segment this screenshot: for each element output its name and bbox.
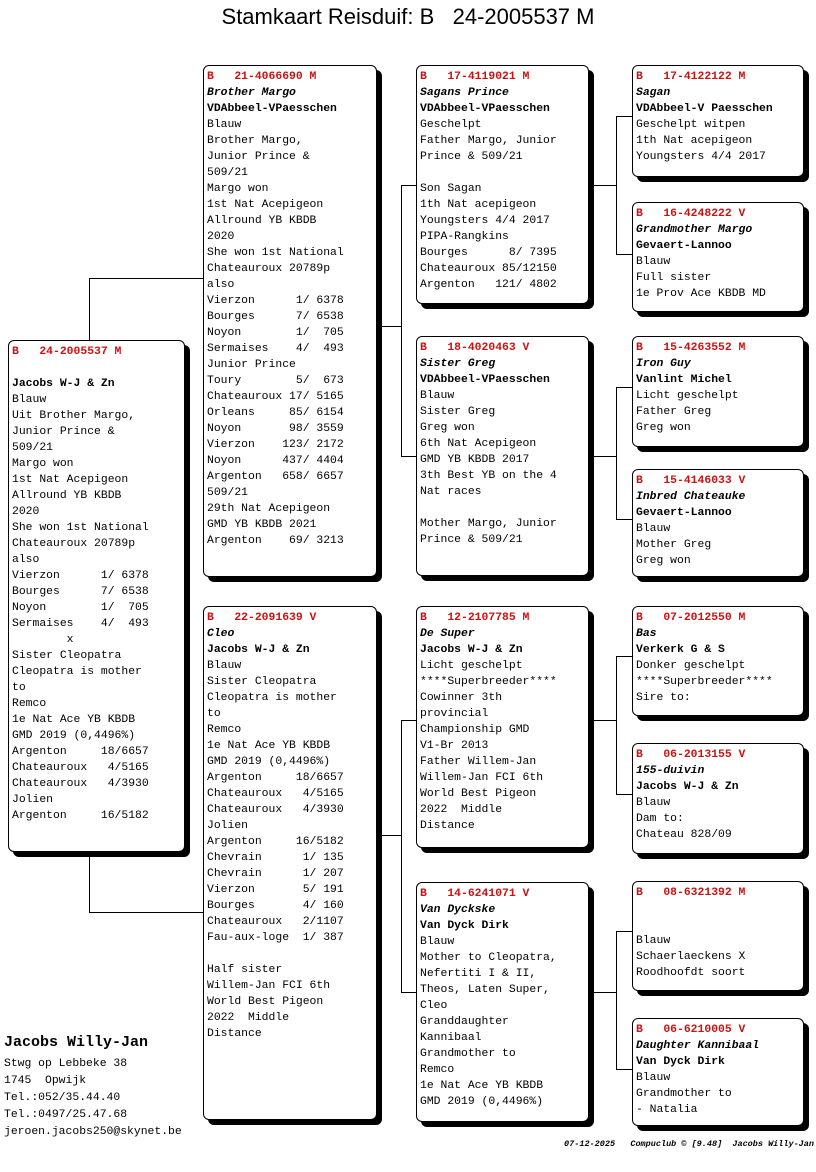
breeder-name: Van Dyck Dirk [636, 1056, 725, 1068]
info-line: 1th Nat acepigeon [420, 199, 537, 211]
info-line: Junior Prince & [12, 426, 115, 438]
connector-line [616, 116, 633, 117]
info-line: Blauw [636, 935, 671, 947]
breeder-name [636, 917, 803, 933]
info-line: Grandmother to [420, 1048, 516, 1060]
pigeon-card-dam [203, 606, 377, 1120]
info-line: 29th Nat Acepigeon [207, 503, 331, 515]
ring-number: B 06-2013155 V [636, 749, 746, 761]
info-line: She won 1st National [207, 247, 344, 259]
info-line: Willem-Jan FCI 6th [207, 980, 331, 992]
pigeon-card-dds [632, 881, 804, 991]
info-line: Mother Greg [636, 539, 712, 551]
info-line: Argenton 658/ 6657 [207, 471, 344, 483]
info-line [420, 165, 588, 181]
info-line: Argenton 69/ 3213 [207, 535, 344, 547]
info-line: Argenton 121/ 4802 [420, 279, 557, 291]
pigeon-card-dam-sire [416, 606, 589, 848]
info-line: Sermaises 4/ 493 [207, 343, 344, 355]
ring-number: B 16-4248222 V [636, 208, 746, 220]
pigeon-card-ssd [632, 202, 804, 312]
info-line: She won 1st National [12, 522, 149, 534]
info-line: Blauw [636, 523, 671, 535]
footer-text: 07-12-2025 Compuclub © [9.48] Jacobs Willy-Jan [564, 1139, 814, 1149]
info-line: Remco [420, 1064, 455, 1076]
info-line: Son Sagan [420, 183, 482, 195]
info-line: Prince & 509/21 [420, 151, 523, 163]
info-line: - Natalia [636, 1104, 698, 1116]
info-line: Geschelpt [420, 119, 482, 131]
info-line: 1st Nat Acepigeon [207, 199, 324, 211]
connector-line [616, 794, 633, 795]
info-line: Sister Cleopatra [12, 650, 122, 662]
info-line: Argenton 16/5182 [207, 836, 344, 848]
info-line: Geschelpt witpen [636, 119, 746, 131]
owner-address-line: 1745 Opwijk [4, 1075, 87, 1087]
info-line: 1e Prov Ace KBDB MD [636, 288, 766, 300]
owner-phone-line: Tel.:052/35.44.40 [4, 1092, 121, 1104]
info-line: Chateau 828/09 [636, 829, 732, 841]
ring-number: B 17-4122122 M [636, 71, 746, 83]
info-line: Blauw [636, 797, 671, 809]
info-line: 1th Nat acepigeon [636, 135, 753, 147]
info-line: Full sister [636, 272, 712, 284]
page-title: Stamkaart Reisduif: B 24-2005537 M [221, 4, 595, 29]
info-line: Chateauroux 20789p [12, 538, 136, 550]
breeder-name: Jacobs W-J & Zn [420, 644, 523, 656]
info-line: Bourges 7/ 6538 [207, 311, 344, 323]
pigeon-name: Iron Guy [636, 358, 691, 370]
connector-line [616, 656, 633, 657]
info-line: Chateauroux 4/3930 [207, 804, 344, 816]
info-line: Noyon 1/ 705 [12, 602, 149, 614]
connector-line [616, 387, 633, 388]
info-line: World Best Pigeon [420, 788, 537, 800]
info-line: Mother to Cleopatra, [420, 952, 557, 964]
breeder-name: Jacobs W-J & Zn [636, 781, 739, 793]
info-line: Donker geschelpt [636, 660, 746, 672]
info-line: 509/21 [207, 487, 249, 499]
pigeon-card-sire-dam [416, 336, 589, 576]
info-line: Noyon 1/ 705 [207, 327, 344, 339]
info-line: Remco [207, 724, 242, 736]
info-line: Half sister [207, 964, 283, 976]
pigeon-name [12, 360, 184, 376]
ring-number: B 22-2091639 V [207, 612, 317, 624]
info-line: Allround YB KBDB [12, 490, 122, 502]
ring-number: B 18-4020463 V [420, 342, 530, 354]
pigeon-name: 155-duivin [636, 765, 705, 777]
info-line: Sire to: [636, 692, 691, 704]
info-line: 1e Nat Ace YB KBDB [12, 714, 136, 726]
info-line: provincial [420, 708, 489, 720]
breeder-name: Vanlint Michel [636, 374, 732, 386]
ring-number: B 12-2107785 M [420, 612, 530, 624]
info-line: GMD YB KBDB 2017 [420, 454, 530, 466]
pigeon-card-dsd [632, 743, 804, 854]
info-line: Chateauroux 85/12150 [420, 263, 557, 275]
info-line: Chateauroux 4/5165 [12, 762, 149, 774]
info-line: Greg won [636, 422, 691, 434]
breeder-name: Jacobs W-J & Zn [12, 378, 115, 390]
info-line: Granddaughter [420, 1016, 509, 1028]
info-line: Greg won [420, 422, 475, 434]
info-line: Noyon 437/ 4404 [207, 455, 344, 467]
pigeon-name [636, 901, 803, 917]
info-line: Argenton 16/5182 [12, 810, 149, 822]
info-line: 2022 Middle [420, 804, 503, 816]
pigeon-card-sire-sire [416, 65, 589, 304]
connector-line [401, 720, 417, 721]
info-line: Licht geschelpt [636, 390, 739, 402]
info-line: Blauw [420, 936, 455, 948]
info-line: Vierzon 1/ 6378 [207, 295, 344, 307]
info-line: Distance [420, 820, 475, 832]
info-line: Father Margo, Junior [420, 135, 557, 147]
connector-line [401, 456, 417, 457]
pigeon-name: Daughter Kannibaal [636, 1040, 760, 1052]
info-line: GMD 2019 (0,4496%) [420, 1096, 544, 1108]
info-line: Margo won [207, 183, 269, 195]
ring-number: B 14-6241071 V [420, 888, 530, 900]
pigeon-name: Sagan [636, 87, 671, 99]
info-line: Chateauroux 4/5165 [207, 788, 344, 800]
info-line: Argenton 18/6657 [207, 772, 344, 784]
info-line: Father Willem-Jan [420, 756, 537, 768]
connector-line [593, 720, 616, 721]
info-line: 1e Nat Ace YB KBDB [420, 1080, 544, 1092]
info-line: Theos, Laten Super, [420, 984, 550, 996]
info-line: Fau-aux-loge 1/ 387 [207, 932, 344, 944]
info-line: Schaerlaeckens X [636, 951, 746, 963]
connector-line [401, 720, 402, 993]
info-line: 2022 Middle [207, 1012, 290, 1024]
connector-line [616, 931, 617, 1070]
info-line: 1st Nat Acepigeon [12, 474, 129, 486]
pigeon-name: De Super [420, 628, 475, 640]
info-line: Blauw [636, 1072, 671, 1084]
info-line: also [207, 279, 235, 291]
breeder-name: VDAbbeel-V Paesschen [636, 103, 773, 115]
info-line: Dam to: [636, 813, 684, 825]
pigeon-name: Grandmother Margo [636, 224, 753, 236]
pigeon-card-dss [632, 606, 804, 716]
info-line: Blauw [420, 390, 455, 402]
info-line: Cleopatra is mother [12, 666, 142, 678]
connector-line [401, 185, 402, 457]
info-line: to [12, 682, 26, 694]
owner-block [4, 1034, 182, 1141]
info-line: 2020 [12, 506, 40, 518]
breeder-name: VDAbbeel-VPaesschen [420, 374, 550, 386]
info-line: x [12, 634, 74, 646]
ring-number: B 17-4119021 M [420, 71, 530, 83]
ring-number: B 07-2012550 M [636, 612, 746, 624]
info-line: Bourges 4/ 160 [207, 900, 344, 912]
pigeon-card-sss [632, 65, 804, 177]
info-line: ****Superbreeder**** [636, 676, 773, 688]
info-line: Blauw [207, 660, 242, 672]
info-line: V1-Br 2013 [420, 740, 489, 752]
info-line: also [12, 554, 40, 566]
info-line: Nefertiti I & II, [420, 968, 537, 980]
info-line: 1e Nat Ace YB KBDB [207, 740, 331, 752]
info-line: Greg won [636, 555, 691, 567]
info-line: Uit Brother Margo, [12, 410, 136, 422]
breeder-name: Gevaert-Lannoo [636, 240, 732, 252]
info-line: Kannibaal [420, 1032, 482, 1044]
ring-number: B 21-4066690 M [207, 71, 317, 83]
info-line: GMD 2019 (0,4496%) [12, 730, 136, 742]
pigeon-card-dam-dam [416, 882, 589, 1122]
ring-number: B 06-6210005 V [636, 1024, 746, 1036]
info-line: Bourges 7/ 6538 [12, 586, 149, 598]
breeder-name: Van Dyck Dirk [420, 920, 509, 932]
connector-line [89, 857, 90, 913]
info-line: Vierzon 1/ 6378 [12, 570, 149, 582]
connector-line [89, 278, 90, 340]
info-line [420, 500, 588, 516]
info-line: Prince & 509/21 [420, 534, 523, 546]
connector-line [616, 387, 617, 520]
info-line: Nat races [420, 486, 482, 498]
info-line: Chevrain 1/ 207 [207, 868, 344, 880]
pigeon-card-subject [8, 340, 185, 852]
info-line: PIPA-Rangkins [420, 231, 509, 243]
connector-line [616, 1069, 633, 1070]
info-line: Orleans 85/ 6154 [207, 407, 344, 419]
connector-line [616, 519, 633, 520]
info-line: Distance [207, 1028, 262, 1040]
info-line: Toury 5/ 673 [207, 375, 344, 387]
info-line [207, 946, 376, 962]
owner-name: Jacobs Willy-Jan [4, 1034, 149, 1051]
info-line: Jolien [207, 820, 249, 832]
info-line: Willem-Jan FCI 6th [420, 772, 544, 784]
connector-line [401, 992, 417, 993]
connector-line [401, 185, 417, 186]
info-line: 509/21 [12, 442, 54, 454]
connector-line [593, 456, 616, 457]
ring-number: B 24-2005537 M [12, 346, 122, 358]
breeder-name: Jacobs W-J & Zn [207, 644, 310, 656]
info-line: Chevrain 1/ 135 [207, 852, 344, 864]
pigeon-name: Brother Margo [207, 87, 296, 99]
connector-line [616, 116, 617, 255]
info-line: Bourges 8/ 7395 [420, 247, 557, 259]
info-line: Licht geschelpt [420, 660, 523, 672]
breeder-name: VDAbbeel-VPaesschen [420, 103, 550, 115]
info-line: Sermaises 4/ 493 [12, 618, 149, 630]
pigeon-card-sdd [632, 469, 804, 577]
info-line: 3th Best YB on the 4 [420, 470, 557, 482]
info-line: Vierzon 5/ 191 [207, 884, 344, 896]
pigeon-card-sire [203, 65, 377, 577]
info-line: 2020 [207, 231, 235, 243]
info-line: World Best Pigeon [207, 996, 324, 1008]
info-line: 6th Nat Acepigeon [420, 438, 537, 450]
info-line: Youngsters 4/4 2017 [420, 215, 550, 227]
info-line: Cowinner 3th [420, 692, 503, 704]
connector-line [89, 912, 204, 913]
info-line: Father Greg [636, 406, 712, 418]
info-line: GMD 2019 (0,4496%) [207, 756, 331, 768]
info-line: Argenton 18/6657 [12, 746, 149, 758]
connector-line [381, 835, 401, 836]
info-line: Grandmother to [636, 1088, 732, 1100]
ring-number: B 08-6321392 M [636, 887, 746, 899]
pigeon-card-ddd [632, 1018, 804, 1126]
connector-line [381, 326, 401, 327]
info-line: Chateauroux 20789p [207, 263, 331, 275]
info-line: Roodhoofdt soort [636, 967, 746, 979]
info-line: Brother Margo, [207, 135, 303, 147]
breeder-name: Gevaert-Lannoo [636, 507, 732, 519]
info-line: Youngsters 4/4 2017 [636, 151, 766, 163]
connector-line [616, 656, 617, 795]
owner-address-line: Stwg op Lebbeke 38 [4, 1058, 128, 1070]
owner-phone-line: Tel.:0497/25.47.68 [4, 1109, 128, 1121]
info-line: Blauw [207, 119, 242, 131]
info-line: to [207, 708, 221, 720]
info-line: 509/21 [207, 167, 249, 179]
pigeon-card-sds [632, 336, 804, 447]
info-line: GMD YB KBDB 2021 [207, 519, 317, 531]
info-line: Blauw [636, 256, 671, 268]
ring-number: B 15-4263552 M [636, 342, 746, 354]
info-line: Blauw [12, 394, 47, 406]
info-line: Noyon 98/ 3559 [207, 423, 344, 435]
pigeon-name: Cleo [207, 628, 235, 640]
info-line: Championship GMD [420, 724, 530, 736]
info-line: Sister Cleopatra [207, 676, 317, 688]
pigeon-name: Inbred Chateauke [636, 491, 746, 503]
info-line: Allround YB KBDB [207, 215, 317, 227]
info-line: Chateauroux 2/1107 [207, 916, 344, 928]
connector-line [593, 185, 616, 186]
info-line: Jolien [12, 794, 54, 806]
pigeon-name: Sagans Prince [420, 87, 509, 99]
pigeon-name: Van Dyckske [420, 904, 496, 916]
connector-line [89, 278, 204, 279]
connector-line [616, 931, 633, 932]
connector-line [593, 992, 616, 993]
info-line: Mother Margo, Junior [420, 518, 557, 530]
info-line: Cleopatra is mother [207, 692, 337, 704]
info-line: Junior Prince & [207, 151, 310, 163]
info-line: ****Superbreeder**** [420, 676, 557, 688]
info-line: Chateauroux 4/3930 [12, 778, 149, 790]
ring-number: B 15-4146033 V [636, 475, 746, 487]
info-line: Margo won [12, 458, 74, 470]
info-line: Remco [12, 698, 47, 710]
info-line: Junior Prince [207, 359, 296, 371]
pigeon-name: Bas [636, 628, 657, 640]
breeder-name: Verkerk G & S [636, 644, 725, 656]
connector-line [616, 254, 633, 255]
info-line: Cleo [420, 1000, 448, 1012]
info-line: Chateauroux 17/ 5165 [207, 391, 344, 403]
info-line: Vierzon 123/ 2172 [207, 439, 344, 451]
owner-email: jeroen.jacobs250@skynet.be [4, 1126, 182, 1138]
breeder-name: VDAbbeel-VPaesschen [207, 103, 337, 115]
pigeon-name: Sister Greg [420, 358, 496, 370]
info-line: Sister Greg [420, 406, 496, 418]
